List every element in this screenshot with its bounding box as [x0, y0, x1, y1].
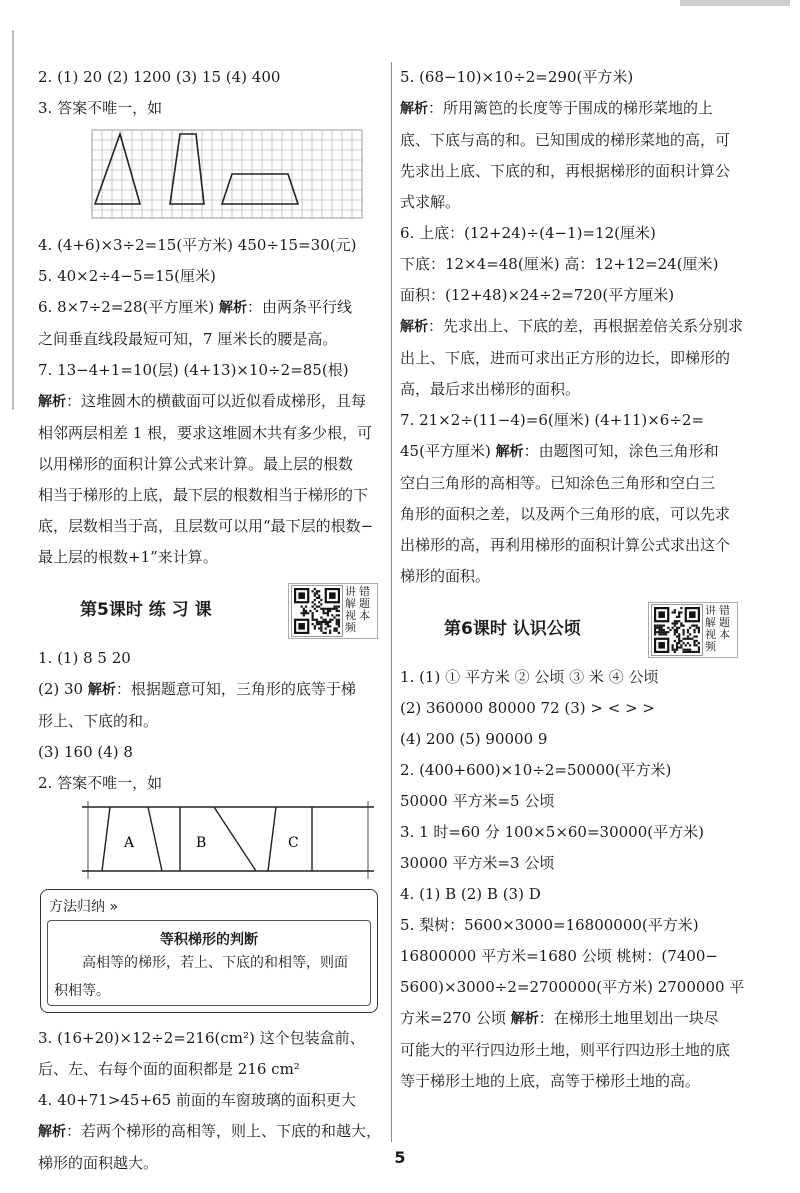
- qr-label-char: 频: [345, 621, 356, 634]
- analysis-text: 相邻两层相差 1 根，要求这堆圆木共有多少根，可: [38, 424, 373, 442]
- analysis-text: 空白三角形的高相等。已知涂色三角形和空白三: [400, 474, 716, 492]
- binding-edge-mark: [12, 30, 14, 410]
- lesson6-answer-5: 5. 梨树：5600×3000=16800000(平方米): [400, 916, 699, 934]
- analysis-text: ：根据题意可知，三角形的底等于梯: [115, 680, 356, 698]
- method-summary-inner: [47, 920, 371, 1006]
- method-summary-body: [48, 949, 370, 1005]
- answer-6-analysis-cont: 之间垂直线段最短可知，7 厘米长的腰是高。: [38, 330, 338, 348]
- answer-7-analysis: [38, 386, 383, 418]
- answer-text: 45(平方厘米): [400, 442, 496, 460]
- analysis-text: 以用梯形的面积计算公式来计算。最上层的根数: [38, 455, 354, 473]
- lesson-6-header: [400, 598, 750, 656]
- analysis-text: 高，最后求出梯形的面积。: [400, 380, 581, 398]
- analysis-text: 出梯形的高，再利用梯形的面积计算公式求出这个: [400, 536, 731, 554]
- answer-5-line: 5. 40×2÷4−5=15(厘米): [38, 267, 216, 285]
- answer-5-analysis: [400, 93, 750, 125]
- answer-7-line: 7. 13−4+1=10(层) (4+13)×10÷2=85(根): [38, 361, 349, 379]
- answer-6-line: 6. 上底：(12+24)÷(4−1)=12(厘米): [400, 224, 656, 242]
- method-summary-text: 高相等的梯形，若上、下底的和相等，则面: [82, 955, 348, 971]
- method-summary-text: 积相等。: [54, 983, 110, 999]
- analysis-text: 最上层的根数+1”来计算。: [38, 548, 218, 566]
- answer-6-line-2: 下底：12×4=48(厘米) 高：12+12=24(厘米): [400, 255, 719, 273]
- analysis-text: 底、下底与高的和。已知围成的梯形菜地的高，可: [400, 131, 731, 149]
- qr-label-char: 题: [359, 597, 370, 610]
- column-divider: [391, 62, 392, 1142]
- qr-label-char: 视: [345, 609, 356, 622]
- lesson5-answer-3-cont: 后、左、右每个面的面积都是 216 cm²: [38, 1060, 300, 1078]
- qr-label-char: 解: [705, 616, 716, 629]
- answer-6-line-3: 面积：(12+48)×24÷2=720(平方厘米): [400, 286, 675, 304]
- answer-6-analysis: [400, 311, 750, 343]
- qr-label-char: 题: [719, 616, 730, 629]
- lesson-5-header: [38, 579, 383, 637]
- qr-label-char: 错: [719, 604, 730, 617]
- analysis-keyword: 解析: [400, 101, 428, 117]
- lesson5-answer-1-2: [38, 674, 383, 706]
- trapezoid-label-c: C: [288, 835, 299, 851]
- lesson6-answer-4: 4. (1) B (2) B (3) D: [400, 885, 541, 903]
- trapezoid-label-b: B: [196, 835, 207, 851]
- analysis-text: ：由题图可知，涂色三角形和: [523, 442, 719, 460]
- right-column: [400, 62, 750, 1097]
- method-summary-title: 等积梯形的判断: [160, 932, 258, 948]
- analysis-text: ：先求出上、下底的差，再根据差倍关系分别求: [428, 317, 744, 335]
- lesson5-answer-1: 1. (1) 8 5 20: [38, 649, 131, 667]
- lesson5-answer-4-analysis: [38, 1116, 383, 1148]
- answer-7-line: 7. 21×2÷(11−4)=6(厘米) (4+11)×6÷2=: [400, 411, 705, 429]
- analysis-text: 可能大的平行四边形土地，则平行四边形土地的底: [400, 1041, 731, 1059]
- lesson6-answer-1-3: (4) 200 (5) 90000 9: [400, 730, 548, 748]
- analysis-keyword: 解析: [495, 444, 524, 460]
- equal-area-trapezoids-figure: [38, 801, 383, 883]
- lesson6-answer-1: 1. (1) ① 平方米 ② 公顷 ③ 米 ④ 公顷: [400, 668, 659, 686]
- top-edge-mark: [680, 0, 790, 6]
- qr-code-icon[interactable]: [651, 604, 703, 656]
- analysis-keyword: 解析: [38, 1124, 66, 1140]
- answer-5-line: 5. (68−10)×10÷2=290(平方米): [400, 68, 634, 86]
- analysis-text: 底，层数相当于高，且层数可以用“最下层的根数−: [38, 517, 374, 535]
- qr-label-char: 讲: [705, 604, 716, 617]
- analysis-keyword: 解析: [218, 300, 247, 316]
- qr-label-char: 视: [705, 628, 716, 641]
- lesson6-answer-5-3: 5600)×3000÷2=2700000(平方米) 2700000 平: [400, 978, 745, 996]
- lesson6-answer-3-cont: 30000 平方米=3 公顷: [400, 854, 555, 872]
- answer-6-analysis: ：由两条平行线: [246, 298, 352, 316]
- analysis-keyword: 解析: [87, 682, 116, 698]
- lesson6-answer-5-2: 16800000 平方米=1680 公顷 桃树：(7400−: [400, 947, 718, 965]
- lesson-6-title: 第6课时 认识公顷: [444, 619, 581, 639]
- answer-3-line: 3. 答案不唯一，如: [38, 99, 163, 117]
- lesson5-answer-1-3: (3) 160 (4) 8: [38, 743, 133, 761]
- analysis-text: 先求出上底、下底的和，再根据梯形的面积计算公: [400, 162, 731, 180]
- analysis-text: ：在梯形土地里划出一块尽: [538, 1009, 719, 1027]
- analysis-text: ：所用篱笆的长度等于围成的梯形菜地的上: [428, 99, 714, 117]
- lesson5-answer-3: 3. (16+20)×12÷2=216(cm²) 这个包装盒前、: [38, 1029, 365, 1047]
- answer-2-line: 2. (1) 20 (2) 1200 (3) 15 (4) 400: [38, 68, 281, 86]
- analysis-text: 相当于梯形的上底，最下层的根数相当于梯形的下: [38, 486, 369, 504]
- lesson6-answer-1-2: (2) 360000 80000 72 (3) > < > >: [400, 699, 655, 717]
- answer-7-line-2: [400, 436, 750, 468]
- qr-label-char: 本: [359, 609, 370, 622]
- analysis-text: ：这堆圆木的横截面可以近似看成梯形，且每: [66, 392, 367, 410]
- page-number: 5: [394, 1148, 406, 1167]
- answer-4-line: 4. (4+6)×3÷2=15(平方米) 450÷15=30(元): [38, 236, 357, 254]
- analysis-text: 梯形的面积越大。: [38, 1154, 159, 1172]
- analysis-keyword: 解析: [400, 319, 428, 335]
- analysis-text: 式求解。: [400, 193, 461, 211]
- qr-code-icon[interactable]: [291, 585, 343, 637]
- analysis-text: 角形的面积之差，以及两个三角形的底，可以先求: [400, 505, 731, 523]
- trapezoid-grid-figure: [38, 126, 383, 226]
- qr-code-box[interactable]: [648, 602, 738, 658]
- analysis-text: 等于梯形土地的上底，高等于梯形土地的高。: [400, 1072, 701, 1090]
- left-column: [38, 62, 383, 1179]
- answer-6-formula: 6. 8×7÷2=28(平方厘米): [38, 298, 219, 316]
- lesson5-answer-4: 4. 40+71>45+65 前面的车窗玻璃的面积更大: [38, 1091, 356, 1109]
- qr-label-char: 本: [719, 628, 730, 641]
- trapezoid-label-a: A: [124, 835, 135, 851]
- qr-label-char: 讲: [345, 585, 356, 598]
- answer-text: (2) 30: [38, 680, 88, 698]
- analysis-text: 出上、下底，进而可求出正方形的边长，即梯形的: [400, 349, 731, 367]
- analysis-text: ：若两个梯形的高相等，则上、下底的和越大，: [66, 1122, 382, 1140]
- lesson6-answer-5-4: [400, 1003, 750, 1035]
- qr-label-char: 错: [359, 585, 370, 598]
- lesson5-answer-2: 2. 答案不唯一，如: [38, 774, 163, 792]
- lesson6-answer-3: 3. 1 时=60 分 100×5×60=30000(平方米): [400, 823, 704, 841]
- lesson-5-title: 第5课时 练 习 课: [80, 600, 212, 620]
- qr-code-box[interactable]: [288, 583, 378, 639]
- method-summary-box: [40, 889, 378, 1013]
- analysis-text: 梯形的面积。: [400, 567, 491, 585]
- qr-label-char: 解: [345, 597, 356, 610]
- analysis-keyword: 解析: [38, 394, 66, 410]
- answer-6-line: [38, 292, 383, 324]
- lesson6-answer-2-cont: 50000 平方米=5 公顷: [400, 792, 555, 810]
- lesson6-answer-2: 2. (400+600)×10÷2=50000(平方米): [400, 761, 672, 779]
- qr-label-char: 频: [705, 640, 716, 653]
- analysis-text: 形上、下底的和。: [38, 712, 159, 730]
- analysis-keyword: 解析: [510, 1011, 539, 1027]
- answer-text: 方米=270 公顷: [400, 1009, 511, 1027]
- method-summary-tag: 方法归纳 »: [49, 899, 119, 915]
